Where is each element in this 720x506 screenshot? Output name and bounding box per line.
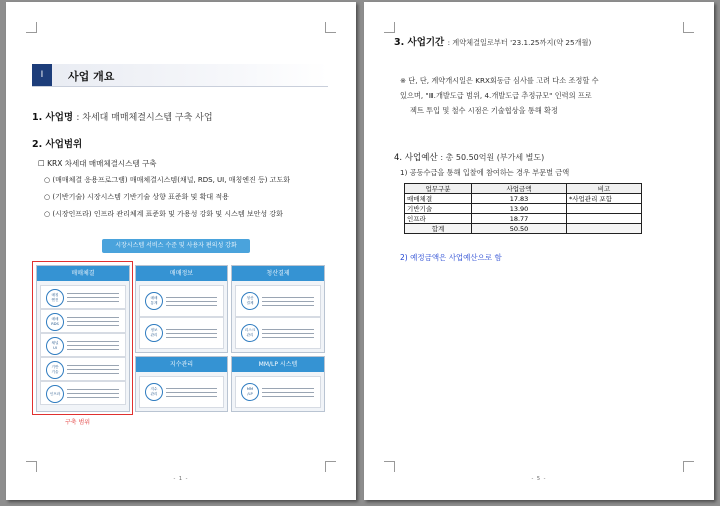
page-1 (6, 2, 356, 500)
item-2-label: 2. 사업범위 (32, 139, 83, 150)
table-cell: 기반기술 (405, 204, 472, 214)
table-row (405, 194, 642, 204)
label-index-mgmt: 지수 관리 (145, 383, 163, 401)
diagram-title: 시장시스템 서비스 수준 및 사용자 편의성 강화 (102, 239, 250, 253)
label-settlement: 청산 결제 (241, 292, 259, 310)
sub-item-1: 1) 공동수급을 통해 입찰에 참여하는 경우 부문별 금액 (400, 168, 570, 177)
page-footer: - 1 - (173, 476, 189, 482)
label-trade-stats: 매매 통계 (145, 292, 163, 310)
table-header-row (405, 184, 642, 194)
box-info-title: 매매정보 (136, 266, 227, 281)
table-cell (567, 224, 642, 234)
label-info-mgmt: 정보 관리 (145, 324, 163, 342)
box-index (135, 356, 228, 412)
item-3-label: 3. 사업기간 (394, 37, 445, 48)
table-cell (567, 204, 642, 214)
note-line-1: ※ 단, 단, 계약개시일은 KRX회동금 심사를 고려 다소 조정할 수 (400, 76, 599, 85)
card-risk (235, 317, 321, 349)
table-cell: *사업관리 포함 (567, 194, 642, 204)
box-clearing-title: 청산결제 (232, 266, 324, 281)
crop-mark (26, 22, 37, 33)
card-settle (235, 285, 321, 317)
label-mmlp: MM /LP (241, 383, 259, 401)
item-3-value: : 계약체결일로부터 '23.1.25까지(약 25개월) (447, 38, 592, 47)
box-clearing (231, 265, 325, 353)
box-mmlp-title: MM/LP 시스템 (232, 357, 324, 372)
scope-item-3: ○ (시장인프라) 인프라 관리체계 표준화 및 가용성 강화 및 시스템 보안성 강화 (44, 210, 283, 218)
crop-mark (384, 461, 395, 472)
item-1 (32, 109, 213, 123)
page-footer: - 5 - (531, 476, 547, 482)
card-index (139, 376, 224, 408)
scope-label: 구축 범위 (65, 419, 91, 426)
crop-mark (26, 461, 37, 472)
card-info-mgmt (139, 317, 224, 349)
table-cell: 매매체결 (405, 194, 472, 204)
label-risk-mgmt: 리스크 관리 (241, 324, 259, 342)
item-1-value: : 차세대 매매체결시스템 구축 사업 (76, 113, 213, 123)
label-channel-ui: 채널 UI (46, 337, 64, 355)
box-mmlp (231, 356, 325, 412)
note-line-3: 젝트 투입 및 철수 시점은 기술협상을 통해 확정 (410, 106, 558, 115)
label-base-tech: 기반 기술 (46, 361, 64, 379)
scope-outline (32, 261, 133, 415)
table-cell: 13.90 (472, 204, 567, 214)
sub-item-2: 2) 예정금액은 사업예산으로 함 (400, 253, 502, 262)
section-title: 사업 개요 (68, 70, 115, 83)
table-cell: 18.77 (472, 214, 567, 224)
item-4 (394, 151, 544, 163)
table-header: 업무구분 (405, 184, 472, 194)
table-cell: 인프라 (405, 214, 472, 224)
table-cell: 50.50 (472, 224, 567, 234)
label-matching-engine: 매칭 엔진 (46, 289, 64, 307)
note-line-2: 있으며, "Ⅲ.개발도급 범위, 4.개발도급 추정규모" 인력의 프로 (400, 91, 592, 100)
system-diagram (32, 239, 328, 429)
box-trading-title: 매매체결 (37, 266, 129, 281)
scope-item-1: ○ (매매체결 응용프로그램) 매매체결시스템(채널, RDS, UI, 매칭엔진 등) 고도화 (44, 176, 290, 184)
card-mmlp (235, 376, 321, 408)
table-cell (567, 214, 642, 224)
scope-main: ☐ KRX 차세대 매매체결시스템 구축 (38, 159, 157, 168)
item-4-label: 4. 사업예산 (394, 153, 438, 163)
item-4-value: : 총 50.50억원 (부가세 별도) (440, 153, 545, 162)
table-cell: 합계 (405, 224, 472, 234)
crop-mark (384, 22, 395, 33)
crop-mark (683, 22, 694, 33)
table-header: 사업금액 (472, 184, 567, 194)
section-number: Ⅰ (32, 64, 52, 86)
table-cell: 17.83 (472, 194, 567, 204)
crop-mark (683, 461, 694, 472)
table-header: 비고 (567, 184, 642, 194)
scope-item-2: ○ (기반기술) 시장시스템 기반기술 상향 표준화 및 확대 적용 (44, 193, 229, 201)
label-trading-rds: 매매 RDS (46, 313, 64, 331)
table-row (405, 204, 642, 214)
crop-mark (325, 461, 336, 472)
table-row (405, 224, 642, 234)
item-3 (394, 34, 591, 48)
section-header (32, 64, 328, 87)
table-row (405, 214, 642, 224)
item-1-label: 1. 사업명 (32, 112, 74, 123)
budget-table (404, 183, 642, 234)
card-stats (139, 285, 224, 317)
box-info (135, 265, 228, 353)
box-index-title: 지수관리 (136, 357, 227, 372)
page-2 (364, 2, 714, 500)
crop-mark (325, 22, 336, 33)
label-infra: 인프라 (46, 385, 64, 403)
